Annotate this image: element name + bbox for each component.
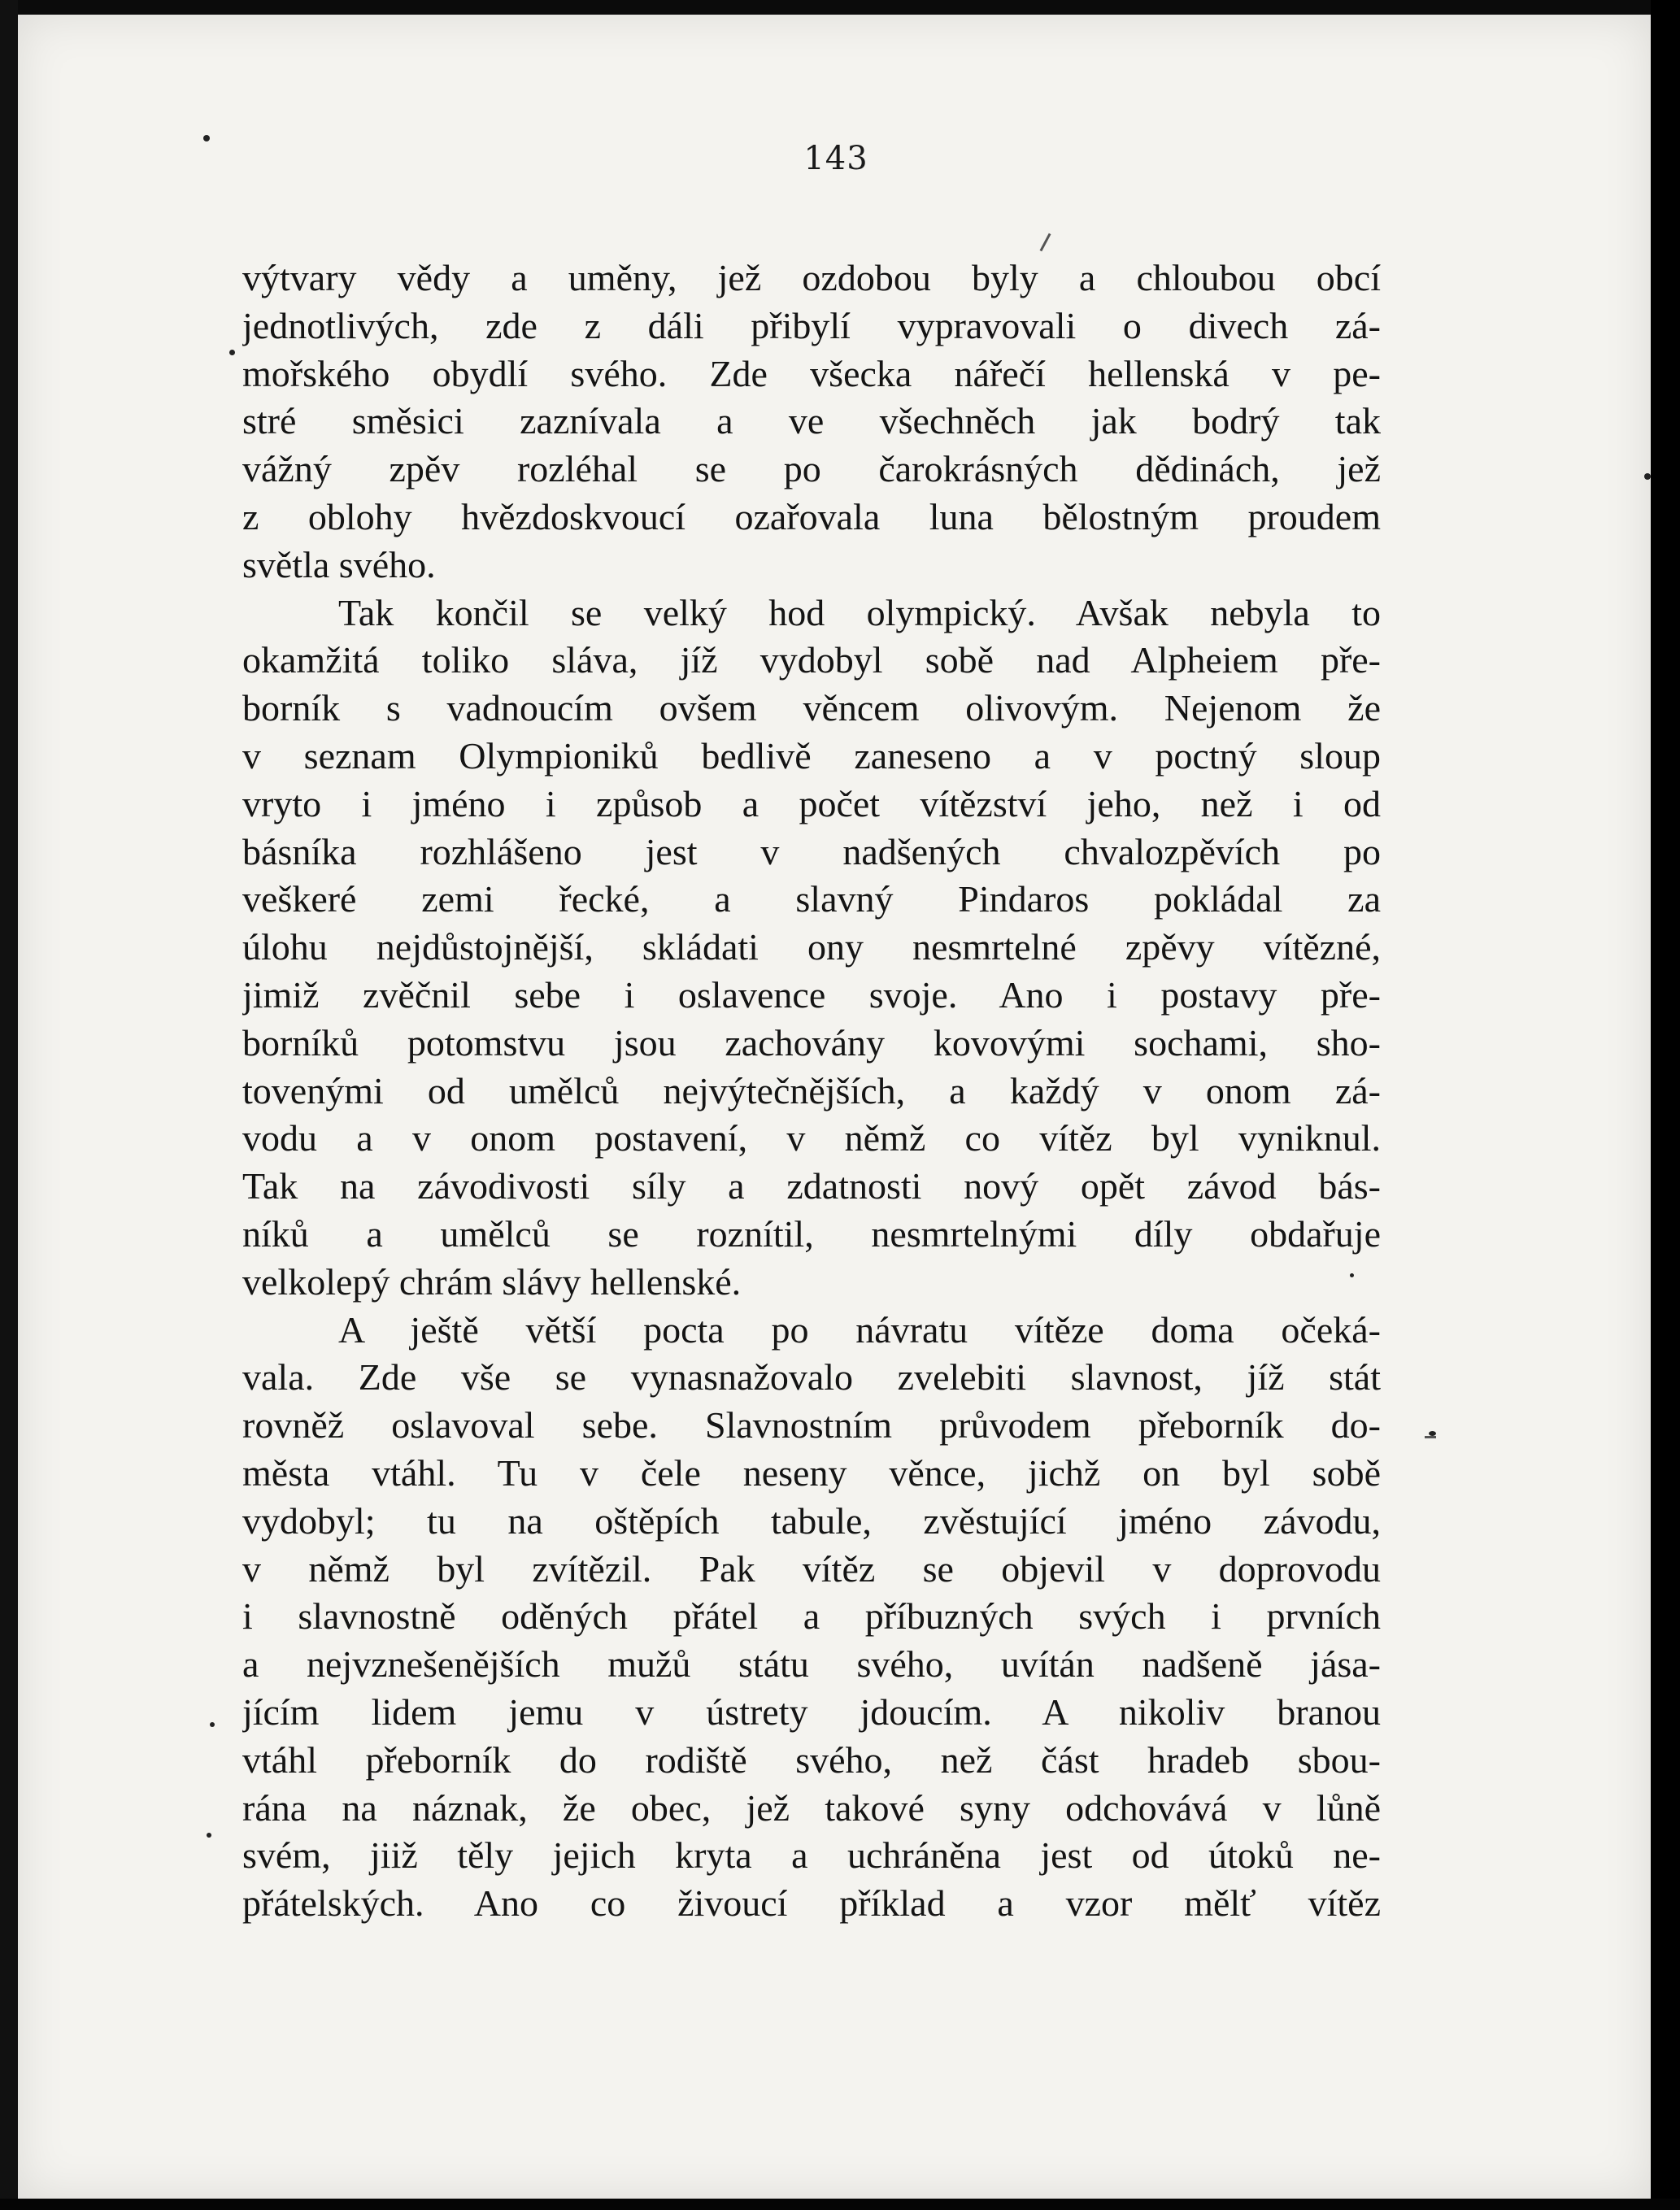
- text-line: stré směsici zaznívala a ve všechněch jak bodrý tak: [242, 400, 1381, 442]
- text-line: A ještě větší pocta po návratu vítěze doma očeká-: [338, 1308, 1381, 1351]
- text-line: velkolepý chrám slávy hellenské.: [242, 1260, 742, 1303]
- text-line: básníka rozhlášeno jest v nadšených chvalozpěvích po: [242, 830, 1381, 872]
- text-line: v seznam Olympioniků bedlivě zaneseno a v poctný sloup: [242, 734, 1381, 777]
- text-line: jícím lidem jemu v ústrety jdoucím. A nikoliv branou: [242, 1690, 1381, 1733]
- text-line: vážný zpěv rozléhal se po čarokrásných dědinách, jež: [242, 448, 1381, 490]
- page-number: 143: [803, 140, 868, 177]
- scan-mark: [1425, 1436, 1436, 1438]
- text-line: v němž byl zvítězil. Pak vítěz se objevil v doprovodu: [242, 1547, 1381, 1590]
- scan-speck: [203, 135, 210, 141]
- text-line: svém, jiiž těly jejich kryta a uchráněna jest od útoků ne-: [242, 1834, 1381, 1877]
- scan-edge-left: [0, 0, 18, 2210]
- text-line: i slavnostně oděných přátel a příbuzných svých i prvních: [242, 1595, 1381, 1638]
- text-line: výtvary vědy a uměny, jež ozdobou byly a chloubou obcí: [242, 257, 1381, 298]
- scan-speck: [1350, 1273, 1354, 1277]
- text-line: borníků potomstvu jsou zachovány kovovými sochami, sho-: [242, 1021, 1381, 1064]
- text-line: tovenými od umělců nejvýtečnějších, a každý v onom zá-: [242, 1069, 1381, 1112]
- text-line: jimiž zvěčnil sebe i oslavence svoje. Ano i postavy pře-: [242, 973, 1381, 1016]
- scan-speck: [1644, 473, 1651, 480]
- text-line: rovněž oslavoval sebe. Slavnostním průvodem přeborník do-: [242, 1404, 1381, 1447]
- scan-speck: [210, 1722, 215, 1727]
- scan-speck: [229, 350, 235, 355]
- text-line: města vtáhl. Tu v čele neseny věnce, jichž on byl sobě: [242, 1451, 1381, 1494]
- text-line: vodu a v onom postavení, v němž co vítěz byl vyniknul.: [242, 1117, 1381, 1159]
- text-line: borník s vadnoucím ovšem věncem olivovým. Nejenom že: [242, 687, 1381, 729]
- text-line: úlohu nejdůstojnější, skládati ony nesmrtelné zpěvy vítězné,: [242, 926, 1381, 968]
- text-line: níků a umělců se roznítil, nesmrtelnými díly obdařuje: [242, 1212, 1381, 1255]
- scan-speck: [207, 1833, 211, 1838]
- text-line: vala. Zde vše se vynasnažovalo zvelebiti slavnost, jíž stát: [242, 1356, 1381, 1399]
- body-text: [242, 254, 1381, 1928]
- text-line: veškeré zemi řecké, a slavný Pindaros pokládal za: [242, 878, 1381, 920]
- text-line: vtáhl přeborník do rodiště svého, než část hradeb sbou-: [242, 1738, 1381, 1781]
- scan-edge-right: [1651, 0, 1680, 2210]
- text-line: rána na náznak, že obec, jež takové syny odchovává v lůně: [242, 1786, 1381, 1829]
- text-line: světla svého.: [242, 543, 436, 585]
- scan-edge-bottom: [0, 2199, 1680, 2210]
- text-line: vryto i jméno i způsob a počet vítězství jeho, než i od: [242, 782, 1381, 824]
- text-line: okamžitá toliko sláva, jíž vydobyl sobě nad Alpheiem pře-: [242, 639, 1381, 681]
- text-line: přátelských. Ano co živoucí příklad a vzor mělť vítěz: [242, 1882, 1381, 1925]
- text-line: Tak na závodivosti síly a zdatnosti nový opět závod bás-: [242, 1165, 1381, 1207]
- text-line: vydobyl; tu na oštěpích tabule, zvěstující jméno závodu,: [242, 1499, 1381, 1542]
- text-line: Tak končil se velký hod olympický. Avšak nebyla to: [338, 591, 1381, 633]
- text-line: mořského obydlí svého. Zde všecka nářečí hellenská v pe-: [242, 352, 1381, 394]
- text-line: jednotlivých, zde z dáli přibylí vypravovali o divech zá-: [242, 304, 1381, 346]
- text-line: z oblohy hvězdoskvoucí ozařovala luna bělostným proudem: [242, 495, 1381, 537]
- text-line: a nejvznešenějších mužů státu svého, uvítán nadšeně jása-: [242, 1643, 1381, 1686]
